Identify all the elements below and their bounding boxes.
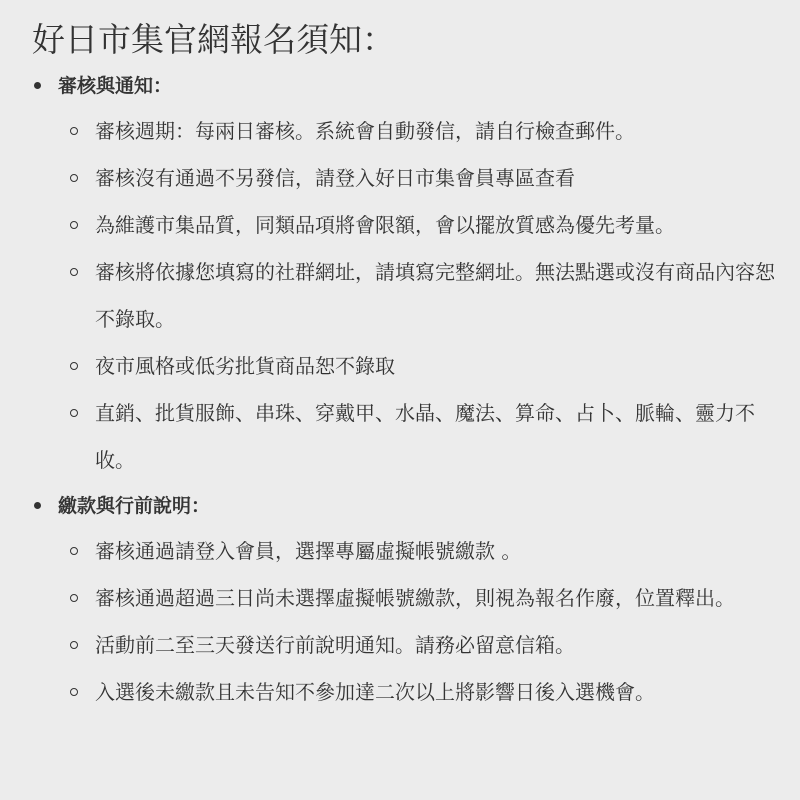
bullet-icon [34, 502, 41, 509]
list-item [58, 155, 780, 202]
section-payment-briefing [32, 492, 780, 716]
bullet-icon [34, 82, 41, 89]
list-item [58, 343, 780, 390]
list-item-text: 為維護市集品質，同類品項將會限額，會以擺放質感為優先考量。 [95, 213, 675, 237]
list-item [58, 390, 780, 484]
list-item [58, 575, 780, 622]
section-review-notification [32, 72, 780, 484]
list-item-text: 直銷、批貨服飾、串珠、穿戴甲、水晶、魔法、算命、占卜、脈輪、靈力不收。 [95, 401, 755, 472]
circle-bullet-icon [70, 268, 78, 276]
list-item-text: 夜市風格或低劣批貨商品恕不錄取 [95, 354, 395, 378]
section-heading: 繳款與行前說明： [58, 495, 211, 517]
list-item [58, 528, 780, 575]
circle-bullet-icon [70, 409, 78, 417]
circle-bullet-icon [70, 174, 78, 182]
list-item [58, 202, 780, 249]
item-list [58, 108, 780, 484]
list-item-text: 審核通過超過三日尚未選擇虛擬帳號繳款，則視為報名作廢，位置釋出。 [95, 586, 735, 610]
circle-bullet-icon [70, 127, 78, 135]
list-item [58, 622, 780, 669]
list-item [58, 249, 780, 343]
section-heading: 審核與通知： [58, 75, 173, 97]
list-item [58, 108, 780, 155]
circle-bullet-icon [70, 594, 78, 602]
list-item-text: 審核沒有通過不另發信，請登入好日市集會員專區查看 [95, 166, 575, 190]
circle-bullet-icon [70, 547, 78, 555]
list-item-text: 入選後未繳款且未告知不參加達二次以上將影響日後入選機會。 [95, 680, 655, 704]
page-title: 好日市集官網報名須知： [32, 20, 395, 59]
circle-bullet-icon [70, 641, 78, 649]
list-item-text: 審核週期：每兩日審核。系統會自動發信，請自行檢查郵件。 [95, 119, 635, 143]
circle-bullet-icon [70, 221, 78, 229]
item-list [58, 528, 780, 716]
section-list [32, 72, 780, 716]
list-item-text: 活動前二至三天發送行前說明通知。請務必留意信箱。 [95, 633, 575, 657]
list-item-text: 審核將依據您填寫的社群網址，請填寫完整網址。無法點選或沒有商品內容恕不錄取。 [95, 260, 775, 331]
circle-bullet-icon [70, 362, 78, 370]
circle-bullet-icon [70, 688, 78, 696]
list-item [58, 669, 780, 716]
list-item-text: 審核通過請登入會員，選擇專屬虛擬帳號繳款 。 [95, 539, 522, 563]
